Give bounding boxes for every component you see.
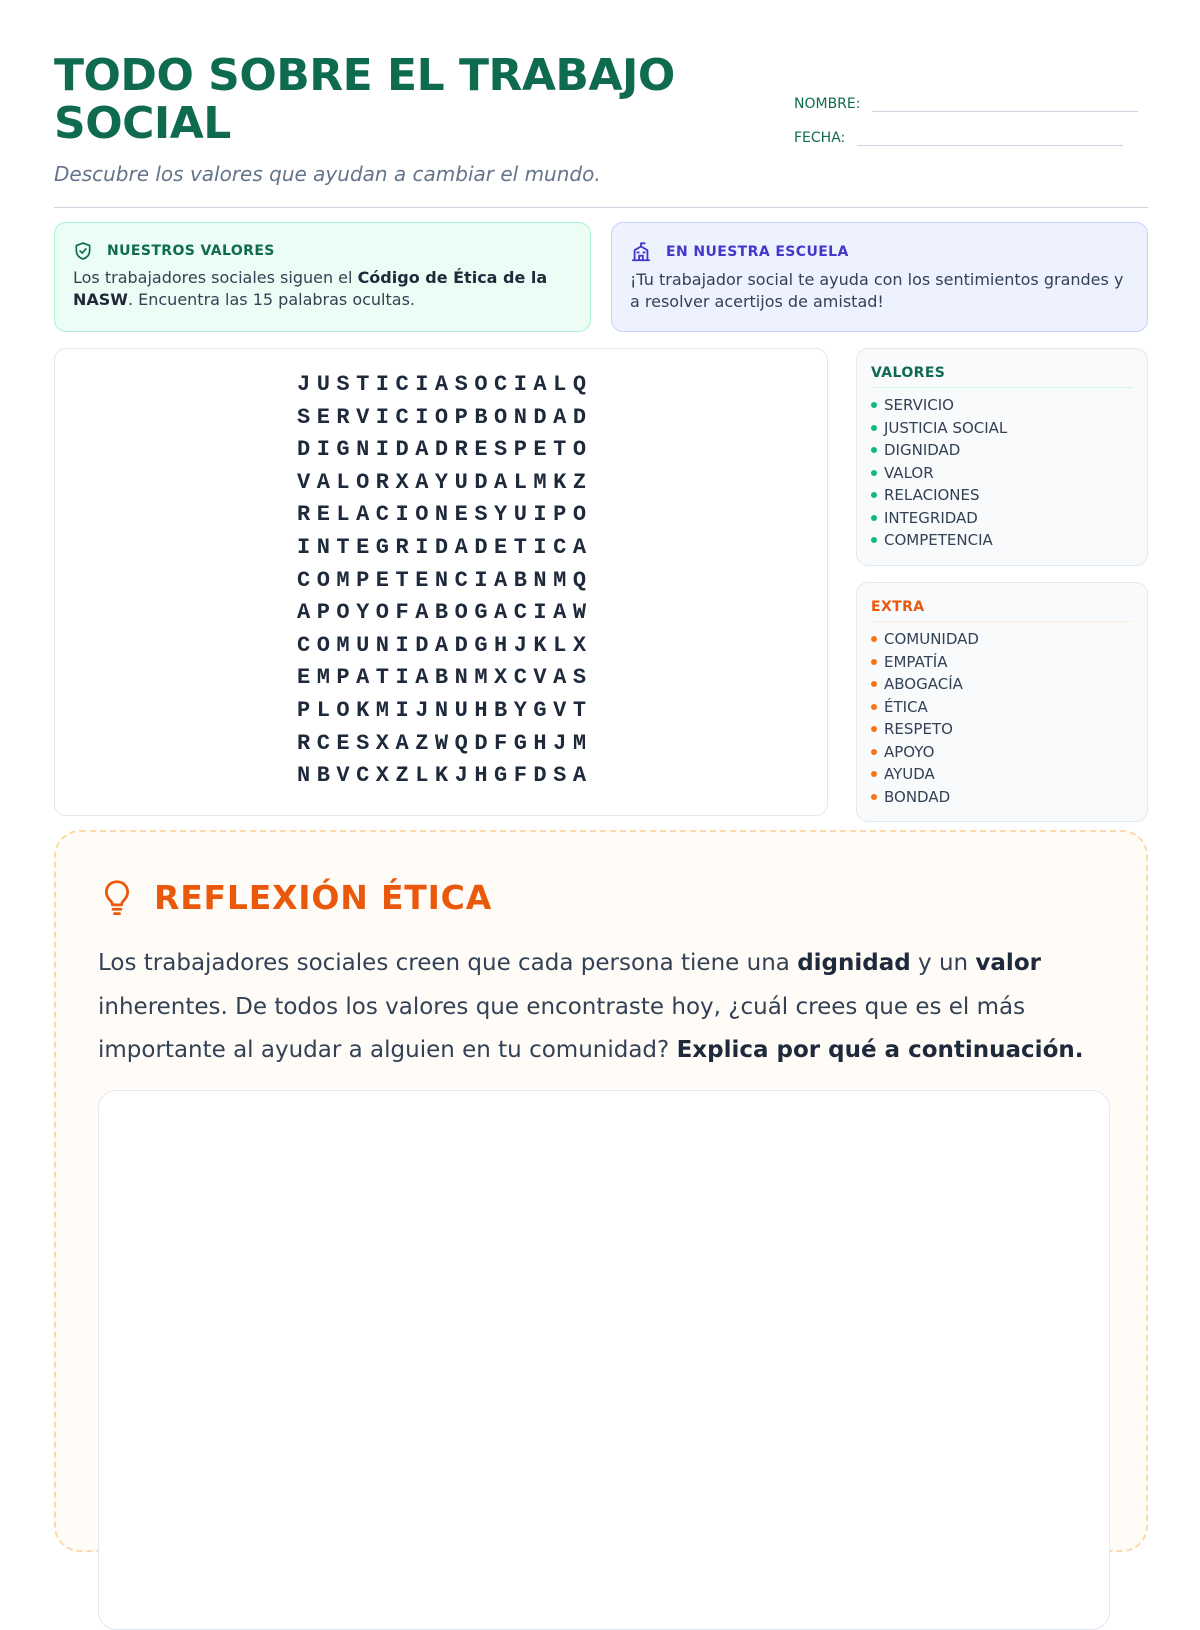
bullet-dot (871, 402, 877, 408)
list-item: COMUNIDAD (871, 628, 1133, 651)
grid-row[interactable]: COMUNIDADGHJKLX (297, 632, 593, 658)
bullet-dot (871, 636, 877, 642)
grid-row[interactable]: INTEGRIDADETICA (297, 534, 593, 560)
list-item: SERVICIO (871, 394, 1133, 417)
list-item: BONDAD (871, 786, 1133, 809)
bullet-dot (871, 515, 877, 521)
page-subtitle: Descubre los valores que ayudan a cambiar el mundo. (54, 162, 601, 186)
values-word-list (856, 348, 1148, 566)
extra-word-list (856, 582, 1148, 822)
name-line[interactable] (872, 110, 1138, 112)
shield-check-icon (73, 241, 93, 261)
word-search-grid (297, 369, 593, 793)
list-item: RESPETO (871, 718, 1133, 741)
grid-row[interactable]: SERVICIOPBONDAD (297, 404, 593, 430)
date-field[interactable] (794, 130, 1123, 146)
date-line[interactable] (857, 144, 1123, 146)
bullet-dot (871, 492, 877, 498)
bullet-dot (871, 447, 877, 453)
lightbulb-icon (102, 879, 132, 917)
grid-row[interactable]: DIGNIDADRESPETO (297, 437, 593, 463)
list-item: ABOGACÍA (871, 673, 1133, 696)
page-title (54, 52, 774, 148)
info-box-school (611, 222, 1148, 332)
bullet-dot (871, 681, 877, 687)
list-item: COMPETENCIA (871, 529, 1133, 552)
list-item: DIGNIDAD (871, 439, 1133, 462)
grid-row[interactable]: PLOKMIJNUHBYGVT (297, 697, 593, 723)
bullet-dot (871, 470, 877, 476)
title-line-1: TODO SOBRE EL TRABAJO (54, 50, 675, 101)
list-item: ÉTICA (871, 696, 1133, 719)
list-item: JUSTICIA SOCIAL (871, 417, 1133, 440)
values-list-heading: VALORES (871, 365, 1133, 388)
bullet-dot (871, 425, 877, 431)
info-school-heading: EN NUESTRA ESCUELA (666, 244, 849, 260)
list-item: APOYO (871, 741, 1133, 764)
info-values-text: Los trabajadores sociales siguen el Código de Ética de la NASW. Encuentra las 15 palabras ocultas. (73, 268, 548, 309)
list-item: INTEGRIDAD (871, 507, 1133, 530)
grid-row[interactable]: COMPETENCIABNMQ (297, 567, 593, 593)
name-label: NOMBRE: (794, 96, 861, 112)
grid-row[interactable]: NBVCXZLKJHGFDSA (297, 763, 593, 789)
grid-row[interactable]: APOYOFABOGACIAW (297, 600, 593, 626)
answer-box[interactable] (98, 1090, 1110, 1630)
bullet-dot (871, 749, 877, 755)
reflection-prompt: Los trabajadores sociales creen que cada persona tiene una dignidad y un valor inherentes. De todos los valores que encontraste hoy, ¿cuál crees que es el más importante al ayudar a alguien en tu comunidad? Explica por qué a continuación. (98, 950, 1084, 1063)
bullet-dot (871, 794, 877, 800)
reflection-title: REFLEXIÓN ÉTICA (154, 878, 493, 917)
school-building-icon (630, 241, 652, 263)
list-item: AYUDA (871, 763, 1133, 786)
list-item: VALOR (871, 462, 1133, 485)
info-box-values (54, 222, 591, 332)
name-field[interactable] (794, 96, 1138, 112)
extra-list-heading: EXTRA (871, 599, 1133, 622)
bullet-dot (871, 726, 877, 732)
grid-row[interactable]: VALORXAYUDALMKZ (297, 469, 593, 495)
info-school-text: ¡Tu trabajador social te ayuda con los sentimientos grandes y a resolver acertijos de amistad! (630, 270, 1124, 311)
grid-row[interactable]: RELACIONESYUIPO (297, 502, 593, 528)
word-search-panel (54, 348, 828, 816)
bullet-dot (871, 659, 877, 665)
list-item: RELACIONES (871, 484, 1133, 507)
grid-row[interactable]: EMPATIABNMXCVAS (297, 665, 593, 691)
header-divider (54, 207, 1148, 208)
bullet-dot (871, 537, 877, 543)
bullet-dot (871, 704, 877, 710)
date-label: FECHA: (794, 130, 846, 146)
list-item: EMPATÍA (871, 651, 1133, 674)
grid-row[interactable]: JUSTICIASOCIALQ (297, 372, 593, 397)
grid-row[interactable]: RCESXAZWQDFGHJM (297, 730, 593, 756)
title-line-2: SOCIAL (54, 98, 231, 149)
info-values-heading: NUESTROS VALORES (107, 243, 275, 259)
bullet-dot (871, 771, 877, 777)
